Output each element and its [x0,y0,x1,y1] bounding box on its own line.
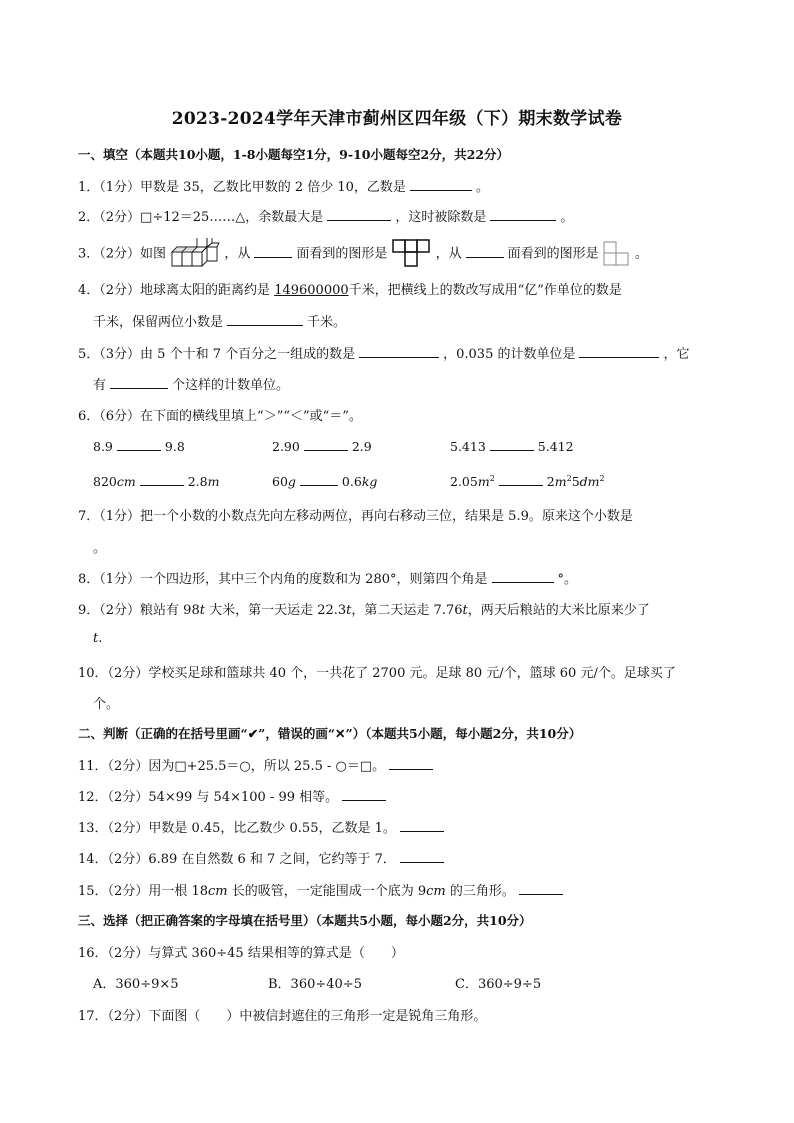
answer-blank[interactable] [410,178,472,191]
compare-item: 60g 0.6kg [272,474,378,489]
answer-blank[interactable] [254,245,292,258]
section-fill-in-heading: 一、填空（本题共10小题，1-8小题每空1分，9-10小题每空2分，共22分） [78,147,510,162]
question-13: 13．（2分）甲数是 0.45，比乙数少 0.55，乙数是 1。 [78,817,448,836]
compare-item: 5.413 5.412 [450,439,574,454]
answer-blank[interactable] [300,473,338,486]
question-6: 6．（6分）在下面的横线里填上“＞”“＜”或“＝”。 [78,409,362,424]
question-9: 9．（2分）粮站有 98t 大米，第一天运走 22.3t，第二天运走 7.76t，两天后粮站的大米比原来少了 [78,603,650,618]
answer-blank[interactable] [499,473,543,486]
answer-blank[interactable] [579,345,659,358]
compare-item: 820cm 2.8m [93,474,220,489]
section-judgment-heading: 二、判断（正确的在括号里画“✔”，错误的画“✕”）（本题共5小题，每小题2分，共10分） [78,726,582,741]
compare-item: $2.05m^2$ $2m^25dm^2$ [450,474,605,489]
question-7-cont: 。 [93,541,107,556]
answer-blank[interactable] [490,208,556,221]
option-a[interactable]: A．360÷9×5 [93,977,179,992]
answer-blank[interactable] [304,438,348,451]
section-choice-heading: 三、选择（把正确答案的字母填在括号里）（本题共5小题，每小题2分，共10分） [78,913,532,928]
question-7: 7．（1分）把一个小数的小数点先向左移动两位，再向右移动三位，结果是 5.9。原来这个小数是 [78,509,633,524]
question-4-cont: 千米，保留两位小数是 千米。 [93,315,347,330]
view-shape-2-figure [603,241,631,267]
question-10-cont: 个。 [93,697,120,712]
question-1: 1．（1分）甲数是 35，乙数比甲数的 2 倍少 10，乙数是 。 [78,180,489,195]
compare-item: 8.9 9.8 [93,439,185,454]
question-5-cont: 有 个这样的计数单位。 [93,378,290,393]
view-shape-1-figure [392,239,432,269]
answer-blank[interactable] [400,819,444,832]
answer-blank[interactable] [492,570,554,583]
answer-blank[interactable] [342,788,386,801]
question-16: 16．（2分）与算式 360÷45 结果相等的算式是（ ） [78,946,404,961]
question-11: 11．（2分）因为□+25.5＝○，所以 25.5 - ○＝□。 [78,755,437,774]
question-3: 3．（2分）如图 ，从 面看到的图形是 ，从 面看到的图形是 。 [78,238,648,270]
answer-blank[interactable] [389,757,433,770]
answer-blank[interactable] [110,376,168,389]
question-10: 10．（2分）学校买足球和篮球共 40 个，一共花了 2700 元。足球 80 元/个，篮球 60 元/个。足球买了 [78,666,676,681]
question-12: 12．（2分）54×99 与 54×100 - 99 相等。 [78,786,390,805]
answer-blank[interactable] [466,245,504,258]
option-b[interactable]: B．360÷40÷5 [268,977,362,992]
answer-blank[interactable] [140,473,184,486]
page-title: 2023-2024学年天津市蓟州区四年级（下）期末数学试卷 [171,109,623,129]
question-14: 14．（2分）6.89 在自然数 6 和 7 之间，它约等于 7． [78,848,448,867]
answer-blank[interactable] [519,882,563,895]
question-9-cont: t. [93,631,103,646]
question-2: 2．（2分）□÷12＝25……△，余数最大是 ，这时被除数是 。 [78,210,574,225]
question-15: 15．（2分）用一根 18cm 长的吸管，一定能围成一个底为 9cm 的三角形。 [78,880,567,899]
question-5: 5．（3分）由 5 个十和 7 个百分之一组成的数是 ，0.035 的计数单位是 ，它 [78,347,690,362]
answer-blank[interactable] [359,345,439,358]
question-4: 4．（2分）地球离太阳的距离约是 149600000千米，把横线上的数改写成用“亿”作单位的数是 [78,283,622,298]
question-17: 17．（2分）下面图（ ）中被信封遮住的三角形一定是锐角三角形。 [78,1009,487,1024]
answer-blank[interactable] [400,850,444,863]
answer-blank[interactable] [490,438,534,451]
answer-blank[interactable] [327,208,391,221]
compare-item: 2.90 2.9 [272,439,372,454]
question-8: 8．（1分）一个四边形，其中三个内角的度数和为 280°，则第四个角是 °。 [78,572,578,587]
answer-blank[interactable] [117,438,161,451]
answer-blank[interactable] [227,313,303,326]
option-c[interactable]: C．360÷9÷5 [455,977,542,992]
cube-stack-figure [170,238,220,270]
